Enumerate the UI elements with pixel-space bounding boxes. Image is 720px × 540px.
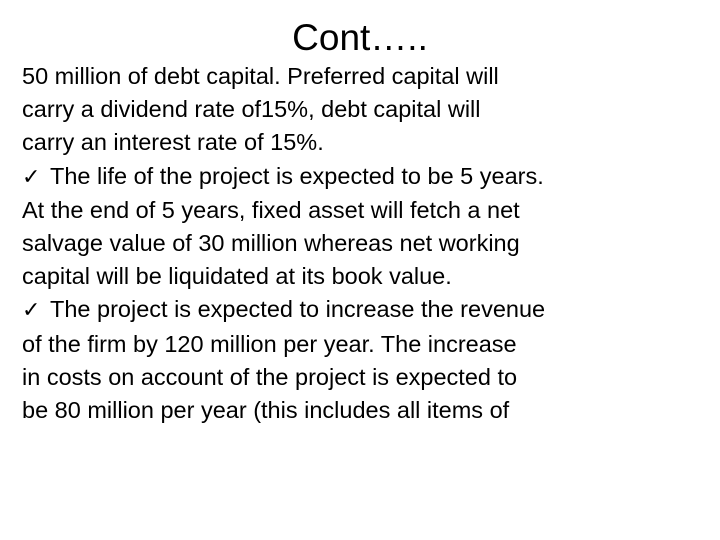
bullet-line: in costs on account of the project is expected to xyxy=(22,363,518,390)
slide-title: Cont….. xyxy=(292,17,428,58)
bullet-line: The project is expected to increase the revenue xyxy=(50,296,546,323)
checkmark-bullet-icon: ✓ xyxy=(22,164,41,190)
paragraph-debt-capital xyxy=(22,60,712,160)
bullet-line: The life of the project is expected to be 5 years. xyxy=(50,162,544,189)
bullet-line: capital will be liquidated at its book value. xyxy=(22,263,452,290)
bullet-line: of the firm by 120 million per year. The increase xyxy=(22,330,517,357)
bullet-line: be 80 million per year (this includes all items of xyxy=(22,397,510,424)
paragraph-line: carry a dividend rate of15%, debt capital will xyxy=(22,96,481,123)
bullet-item-project-life xyxy=(22,160,712,294)
paragraph-line: carry an interest rate of 15%. xyxy=(22,129,324,156)
bullet-item-revenue-increase xyxy=(22,293,712,427)
bullet-line: At the end of 5 years, fixed asset will fetch a net xyxy=(22,196,520,223)
checkmark-bullet-icon: ✓ xyxy=(22,298,41,324)
bullet-line: salvage value of 30 million whereas net working xyxy=(22,230,520,257)
slide-body xyxy=(22,60,712,427)
paragraph-line: 50 million of debt capital. Preferred capital will xyxy=(22,63,499,89)
